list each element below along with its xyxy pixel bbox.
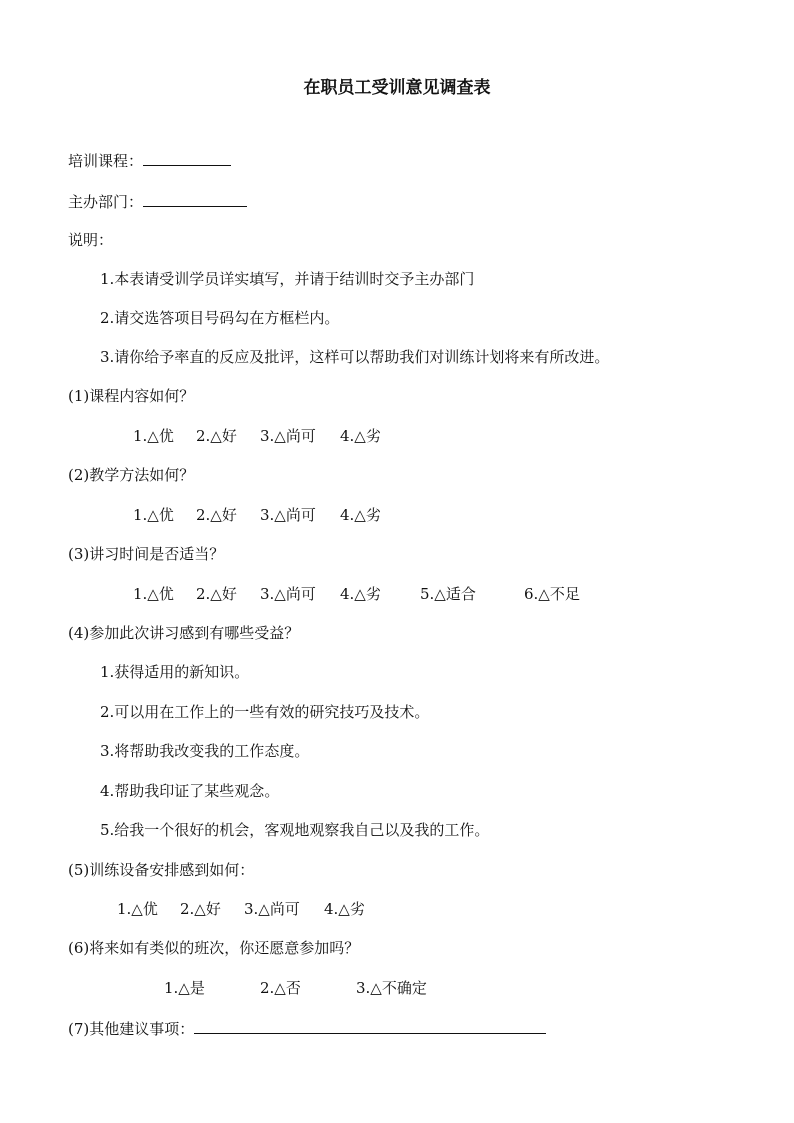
course-input[interactable] [143,150,231,166]
note-item: 2.请交选答项目号码勾在方框栏内。 [100,309,340,327]
q5-option-1[interactable]: 1.△优 [117,900,158,918]
q1-option-3[interactable]: 3.△尚可 [260,427,316,445]
q2-option-1[interactable]: 1.△优 [133,506,174,524]
q4-option-5[interactable]: 5.给我一个很好的机会，客观地观察我自己以及我的工作。 [100,821,490,839]
q4-option-3[interactable]: 3.将帮助我改变我的工作态度。 [100,742,310,760]
question-2: (2)教学方法如何？ [68,466,195,484]
question-1: (1)课程内容如何？ [68,387,195,405]
q1-option-4[interactable]: 4.△劣 [340,427,381,445]
question-7 [68,1018,546,1039]
notes-heading: 说明： [68,231,114,249]
q1-option-2[interactable]: 2.△好 [196,427,237,445]
q1-option-1[interactable]: 1.△优 [133,427,174,445]
q5-option-2[interactable]: 2.△好 [180,900,221,918]
department-input[interactable] [143,191,247,207]
q5-option-3[interactable]: 3.△尚可 [244,900,300,918]
question-4: (4)参加此次讲习感到有哪些受益？ [68,624,300,642]
q5-option-4[interactable]: 4.△劣 [324,900,365,918]
question-7-label: (7)其他建议事项： [68,1020,195,1038]
q6-option-3[interactable]: 3.△不确定 [356,979,427,997]
q6-option-2[interactable]: 2.△否 [260,979,301,997]
department-label: 主办部门： [68,193,144,211]
question-6: (6)将来如有类似的班次，你还愿意参加吗？ [68,939,360,957]
q2-option-2[interactable]: 2.△好 [196,506,237,524]
q4-option-2[interactable]: 2.可以用在工作上的一些有效的研究技巧及技术。 [100,703,430,721]
q3-option-4[interactable]: 4.△劣 [340,585,381,603]
suggestions-input[interactable] [194,1018,546,1034]
page-title: 在职员工受训意见调查表 [303,78,491,98]
note-item: 3.请你给予率直的反应及批评，这样可以帮助我们对训练计划将来有所改进。 [100,348,610,366]
q4-option-1[interactable]: 1.获得适用的新知识。 [100,663,250,681]
q3-option-6[interactable]: 6.△不足 [524,585,580,603]
course-label: 培训课程： [68,152,144,170]
q3-option-3[interactable]: 3.△尚可 [260,585,316,603]
q3-option-5[interactable]: 5.△适合 [420,585,476,603]
q3-option-2[interactable]: 2.△好 [196,585,237,603]
department-field [68,191,247,212]
q4-option-4[interactable]: 4.帮助我印证了某些观念。 [100,782,280,800]
q2-option-3[interactable]: 3.△尚可 [260,506,316,524]
q6-option-1[interactable]: 1.△是 [164,979,205,997]
course-field [68,150,231,171]
question-5: (5)训练设备安排感到如何： [68,861,255,879]
question-3: (3)讲习时间是否适当？ [68,545,225,563]
q2-option-4[interactable]: 4.△劣 [340,506,381,524]
q3-option-1[interactable]: 1.△优 [133,585,174,603]
note-item: 1.本表请受训学员详实填写，并请于结训时交予主办部门 [100,270,475,288]
